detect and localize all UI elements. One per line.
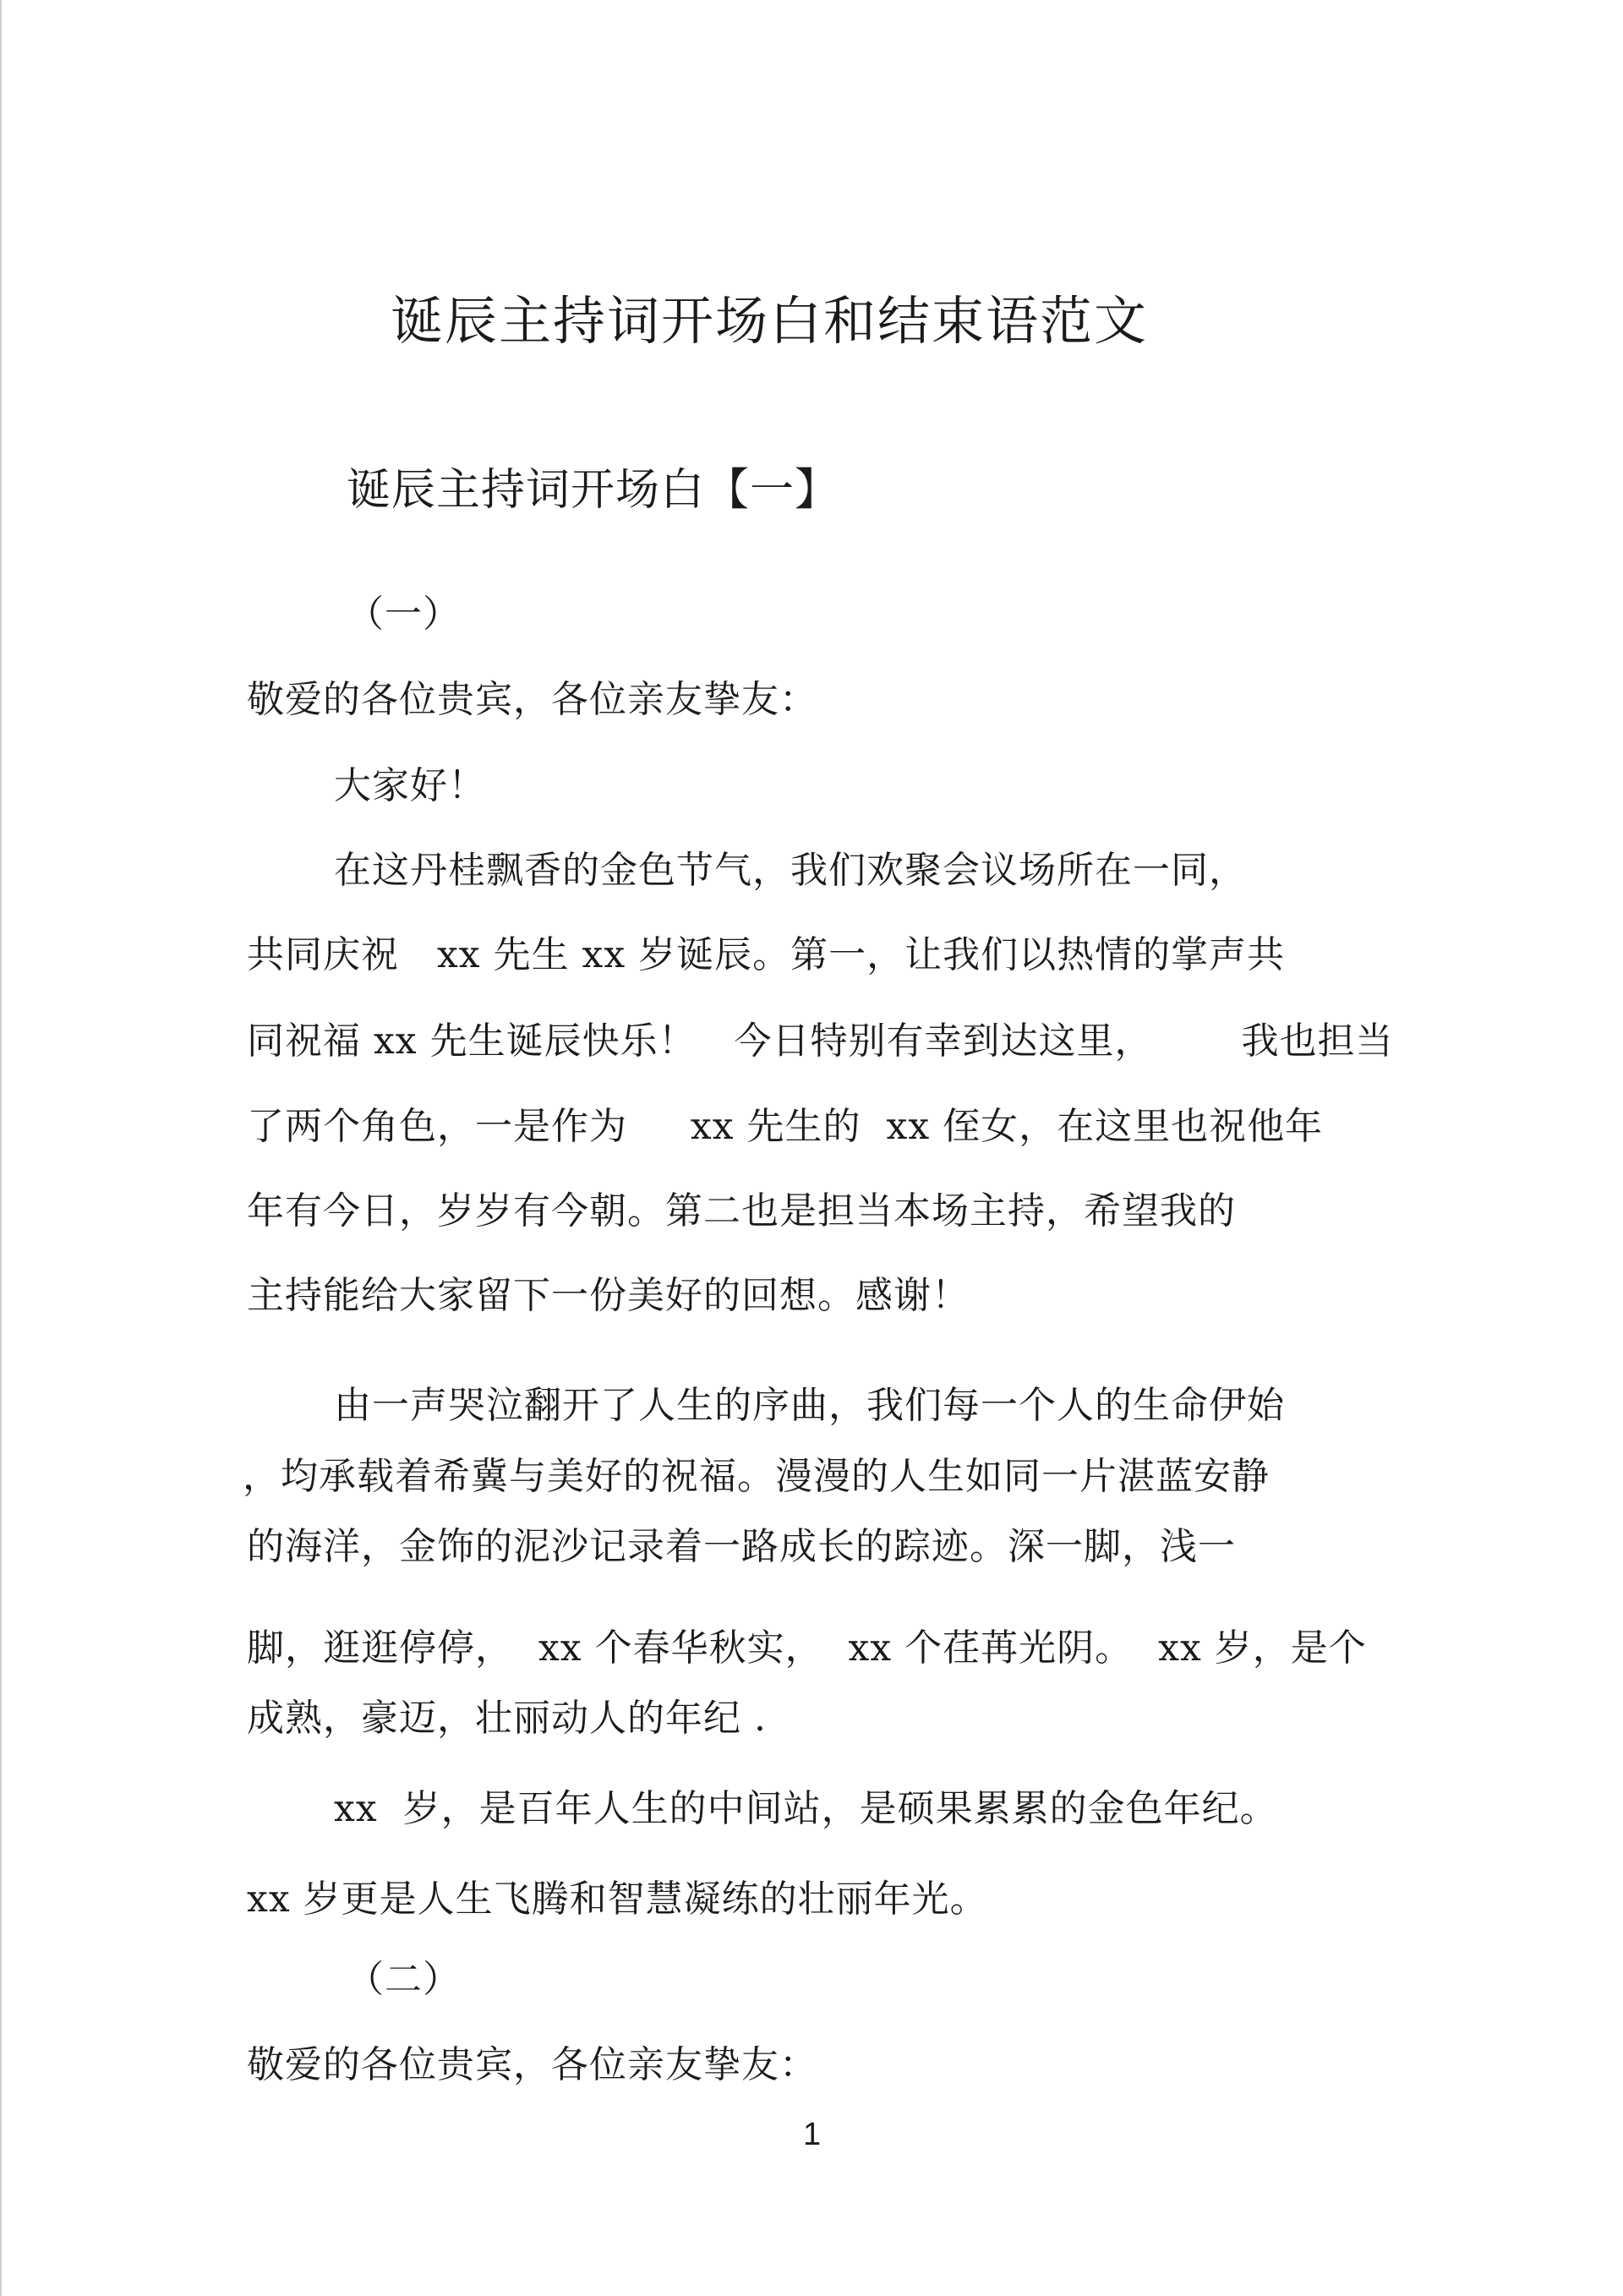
paragraph-line: 脚，逛逛停停， xx 个春华秋实， xx 个荏苒光阴。 xx 岁，是个 (247, 1626, 1367, 1670)
section-number-line: （二） (347, 1958, 461, 2001)
paragraph-line: 同祝福 xx 先生诞辰快乐！ 今日特别有幸到达这里， 我也担当 (247, 1020, 1394, 1063)
salutation-line: 敬爱的各位贵宾，各位亲友挚友： (247, 678, 817, 721)
paragraph-line: 了两个角色，一是作为 xx 先生的 xx 侄女，在这里也祝他年 (247, 1105, 1324, 1148)
document-title: 诞辰主持词开场白和结束语范文 (391, 290, 1149, 352)
paragraph-line: xx 岁更是人生飞腾和智慧凝练的壮丽年光。 (247, 1878, 988, 1921)
greeting-line: 大家好！ (334, 764, 486, 807)
salutation-line: 敬爱的各位贵宾，各位亲友挚友： (247, 2043, 817, 2086)
paragraph-line: 共同庆祝 xx 先生 xx 岁诞辰。第一，让我们以热情的掌声共 (247, 933, 1286, 976)
paragraph-line: xx 岁，是百年人生的中间站，是硕果累累的金色年纪。 (334, 1787, 1278, 1830)
paragraph-line: 年有今日，岁岁有今朝。第二也是担当本场主持，希望我的 (247, 1189, 1236, 1233)
page-number: 1 (803, 2117, 822, 2152)
paragraph-line: 在这丹桂飘香的金色节气，我们欢聚会议场所在一同， (334, 849, 1247, 892)
section-heading: 诞辰主持词开场白【一】 (347, 465, 840, 516)
paragraph-line: ，均承载着希冀与美好的祝福。漫漫的人生如同一片湛蓝安静 (243, 1455, 1270, 1498)
paragraph-line: 成熟，豪迈，壮丽动人的年纪 . (247, 1697, 767, 1740)
section-number-line: （一） (347, 593, 461, 636)
paragraph-line: 主持能给大家留下一份美好的回想。感谢！ (247, 1274, 970, 1317)
paragraph-line: 的海洋，金饰的泥沙记录着一路成长的踪迹。深一脚，浅一 (247, 1525, 1236, 1568)
paragraph-line: 由一声哭泣翻开了人生的序曲，我们每一个人的生命伊始 (334, 1384, 1285, 1427)
